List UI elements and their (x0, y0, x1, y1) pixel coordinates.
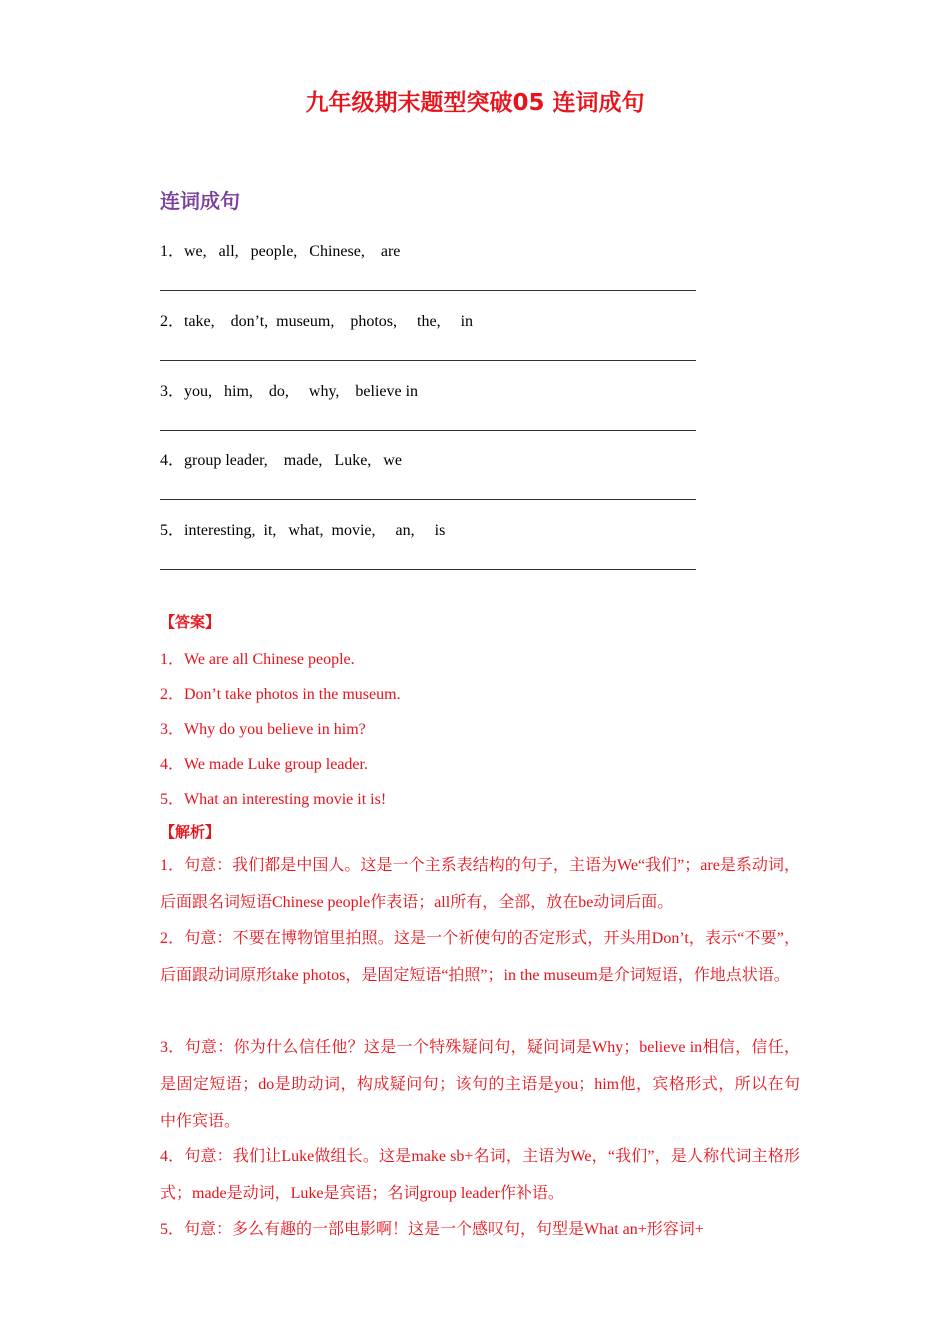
answer-line-1[interactable] (160, 290, 696, 291)
answer-3: 3．Why do you believe in him? (160, 721, 366, 738)
answer-1: 1．We are all Chinese people. (160, 651, 355, 668)
analysis-tag: 【解析】 (160, 823, 221, 841)
question-2: 2．take, don’t, museum, photos, the, in (160, 313, 474, 330)
question-5: 5．interesting, it, what, movie, an, is (160, 522, 446, 539)
analysis-3: 3．句意：你为什么信任他？这是一个特殊疑问句，疑问词是Why；believe in相信，信任，是固定短语；do是助动词，构成疑问句；该句的主语是you；him他，宾格形式，所以在句中作宾语。 (160, 1039, 800, 1130)
analysis-5: 5．句意：多么有趣的一部电影啊！这是一个感叹句，句型是What an+形容词+ (160, 1221, 704, 1238)
answer-line-3[interactable] (160, 430, 696, 431)
analysis-2: 2．句意：不要在博物馆里拍照。这是一个祈使句的否定形式，开头用Don’t，表示“不要”，后面跟动词原形take photos，是固定短语“拍照”；in the museum是介词短语，作地点状语。 (160, 930, 800, 984)
question-3: 3．you, him, do, why, believe in (160, 383, 419, 400)
answer-2: 2．Don’t take photos in the museum. (160, 686, 401, 703)
answer-line-5[interactable] (160, 569, 696, 570)
answer-line-4[interactable] (160, 499, 696, 500)
question-4: 4．group leader, made, Luke, we (160, 452, 402, 469)
answer-line-2[interactable] (160, 360, 696, 361)
answer-4: 4．We made Luke group leader. (160, 756, 368, 773)
analysis-1: 1．句意：我们都是中国人。这是一个主系表结构的句子，主语为We“我们”；are是系动词，后面跟名词短语Chinese people作表语；all所有，全部，放在be动词后面。 (160, 857, 800, 911)
question-1: 1．we, all, people, Chinese, are (160, 243, 401, 260)
answer-5: 5．What an interesting movie it is! (160, 791, 387, 808)
analysis-4: 4．句意：我们让Luke做组长。这是make sb+名词，主语为We，“我们”，是人称代词主格形式；made是动词，Luke是宾语；名词group leader作补语。 (160, 1148, 800, 1202)
section-heading: 连词成句 (160, 189, 240, 213)
page-title: 九年级期末题型突破05 连词成句 (305, 90, 645, 116)
answer-tag: 【答案】 (160, 613, 221, 631)
